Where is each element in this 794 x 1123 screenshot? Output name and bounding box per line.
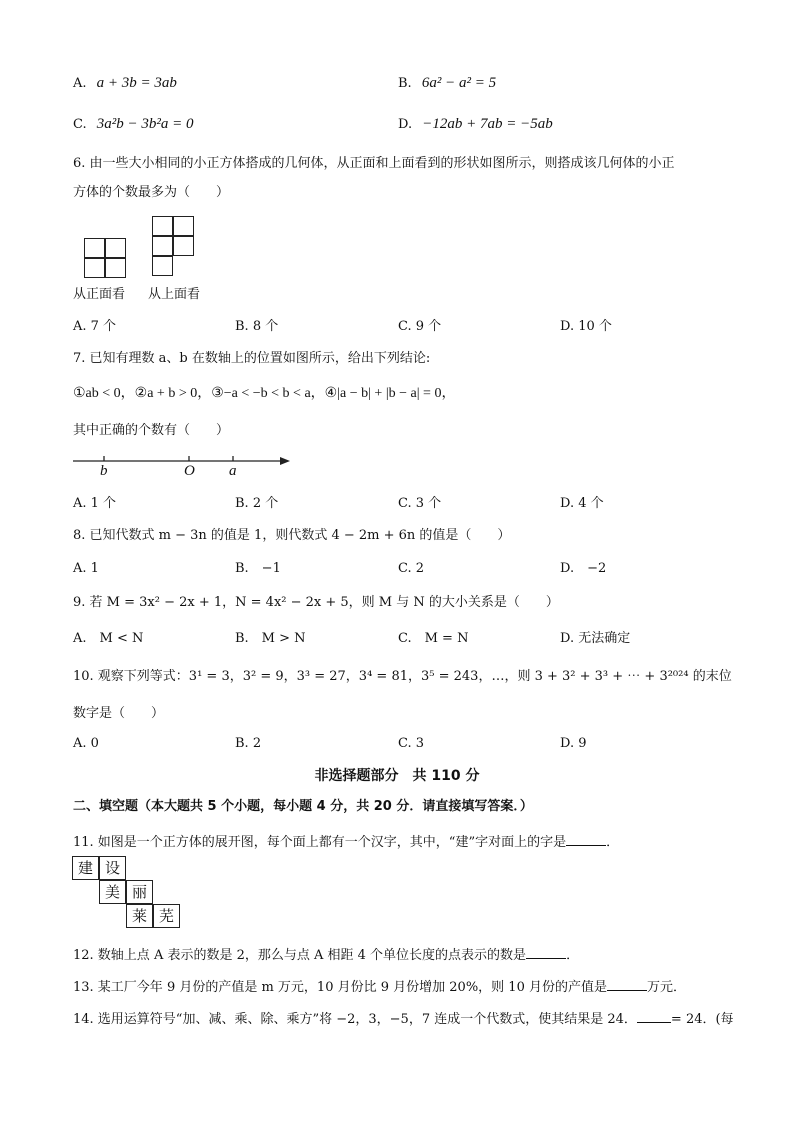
net-face-5: 莱	[126, 904, 153, 928]
answer-blank	[607, 978, 647, 991]
net-face-1: 建	[72, 856, 99, 880]
q6-option-a: A. 7 个	[73, 319, 117, 334]
q8-option-d: D. −2	[560, 561, 607, 576]
q9-option-c: C. M = N	[398, 631, 469, 646]
q10-option-a: A. 0	[73, 736, 99, 751]
q9-option-d: D. 无法确定	[560, 631, 631, 646]
answer-blank	[566, 833, 606, 846]
number-line-label-b: b	[100, 463, 108, 479]
q5-option-c: C. 3a²b − 3b²a = 0	[73, 116, 194, 132]
front-view-caption: 从正面看	[73, 287, 126, 302]
q7-conclusions: ①ab < 0，②a + b > 0，③−a < −b < b < a，④|a − b| + |b − a| = 0，	[73, 386, 456, 401]
number-line-label-a: a	[229, 463, 237, 479]
q7-option-c: C. 3 个	[398, 496, 442, 511]
q7-stem-line3: 其中正确的个数有（ ）	[73, 423, 230, 438]
q5-option-d: D. −12ab + 7ab = −5ab	[398, 116, 553, 132]
q5-option-a: A. a + 3b = 3ab	[73, 75, 177, 91]
net-face-2: 设	[99, 856, 126, 880]
q6-option-d: D. 10 个	[560, 319, 612, 334]
section-title: 非选择题部分 共 110 分	[314, 768, 480, 784]
net-face-3: 美	[99, 880, 126, 904]
q5-option-b: B. 6a² − a² = 5	[398, 75, 497, 91]
q9-option-b: B. M > N	[235, 631, 306, 646]
q12-stem: 12. 数轴上点 A 表示的数是 2，那么与点 A 相距 4 个单位长度的点表示的数是 ．	[73, 948, 580, 963]
q11-stem: 11. 如图是一个正方体的展开图，每个面上都有一个汉字，其中，“建”字对面上的字是 ．	[73, 835, 620, 850]
answer-blank	[526, 946, 566, 959]
q8-stem: 8. 已知代数式 m − 3n 的值是 1，则代数式 4 − 2m + 6n 的值是（ ）	[73, 528, 511, 543]
q7-option-a: A. 1 个	[73, 496, 117, 511]
q8-option-a: A. 1	[73, 561, 99, 576]
net-face-4: 丽	[126, 880, 153, 904]
number-line-label-o: O	[184, 463, 195, 479]
q8-option-c: C. 2	[398, 561, 425, 576]
net-face-6: 芜	[153, 904, 180, 928]
q9-stem: 9. 若 M = 3x² − 2x + 1，N = 4x² − 2x + 5，则 M 与 N 的大小关系是（ ）	[73, 595, 559, 610]
q10-stem-line1: 10. 观察下列等式：3¹ = 3，3² = 9，3³ = 27，3⁴ = 81，3⁵ = 243，…，则 3 + 3² + 3³ + ⋯ + 3²⁰²⁴ 的末位	[73, 669, 732, 684]
q8-option-b: B. −1	[235, 561, 281, 576]
q9-option-a: A. M < N	[73, 631, 144, 646]
q7-stem-line1: 7. 已知有理数 a、b 在数轴上的位置如图所示，给出下列结论:	[73, 351, 431, 366]
q6-option-c: C. 9 个	[398, 319, 442, 334]
q10-stem-line2: 数字是（ ）	[73, 706, 165, 721]
q10-option-b: B. 2	[235, 736, 262, 751]
q7-option-d: D. 4 个	[560, 496, 604, 511]
answer-blank	[637, 1010, 671, 1023]
q6-option-b: B. 8 个	[235, 319, 279, 334]
q6-stem-line2: 方体的个数最多为（ ）	[73, 185, 230, 200]
q7-option-b: B. 2 个	[235, 496, 279, 511]
section2-heading: 二、填空题（本大题共 5 个小题，每小题 4 分，共 20 分．请直接填写答案．）	[73, 799, 533, 814]
q14-stem: 14. 选用运算符号“加、减、乘、除、乘方”将 −2，3，−5，7 连成一个代数式，使其结果是 24． = 24．(每	[73, 1012, 734, 1027]
q10-option-c: C. 3	[398, 736, 425, 751]
q10-option-d: D. 9	[560, 736, 587, 751]
q13-stem: 13. 某工厂今年 9 月份的产值是 m 万元，10 月份比 9 月份增加 20%，则 10 月份的产值是 万元．	[73, 980, 686, 995]
top-view-caption: 从上面看	[148, 287, 201, 302]
q6-stem-line1: 6. 由一些大小相同的小正方体搭成的几何体，从正面和上面看到的形状如图所示，则搭成该几何体的小正	[73, 156, 675, 171]
